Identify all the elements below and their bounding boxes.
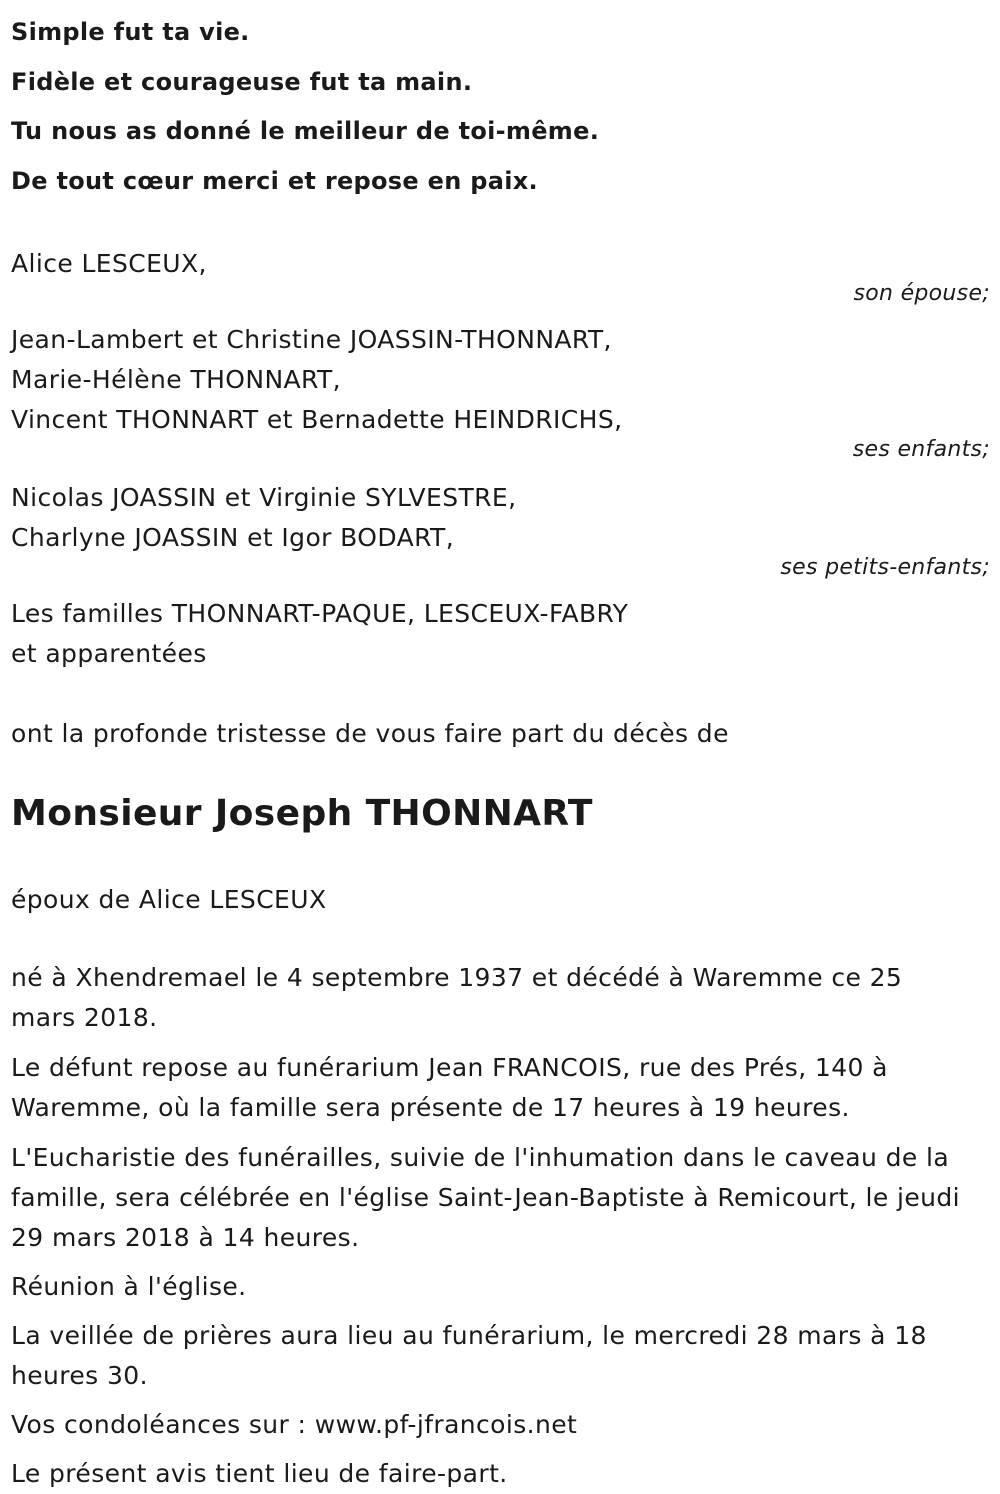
announcement-text: ont la profonde tristesse de vous faire part du décès de — [11, 719, 729, 748]
poem — [11, 8, 990, 206]
paragraph-line: 29 mars 2018 à 14 heures. — [11, 1223, 360, 1252]
paragraph-notice — [11, 1454, 990, 1494]
paragraph-line: Vos condoléances sur : www.pf-jfrancois.net — [11, 1410, 578, 1439]
family-name: Charlyne JOASSIN et Igor BODART, — [11, 523, 455, 552]
announcement — [11, 714, 990, 754]
obituary-notice — [11, 0, 990, 1494]
family-grandchildren — [11, 478, 990, 580]
paragraph-line: La veillée de prières aura lieu au funérarium, le mercredi 28 mars à 18 — [11, 1321, 927, 1350]
poem-line: De tout cœur merci et repose en paix. — [11, 166, 538, 195]
paragraph-funeral-mass — [11, 1138, 990, 1258]
spouse-of — [11, 880, 990, 920]
poem-line: Tu nous as donné le meilleur de toi-même. — [11, 117, 600, 145]
paragraph-birth-death — [11, 958, 990, 1038]
paragraph-vigil — [11, 1316, 990, 1396]
paragraph-condolences — [11, 1405, 990, 1445]
family-name: Vincent THONNART et Bernadette HEINDRICHS, — [11, 405, 623, 434]
family-role: son épouse; — [853, 281, 990, 306]
spouse-of-text: époux de Alice LESCEUX — [11, 885, 327, 914]
family-name: Les familles THONNART-PAQUE, LESCEUX-FABRY — [11, 599, 629, 628]
poem-line: Fidèle et courageuse fut ta main. — [11, 67, 473, 96]
paragraph-line: Le présent avis tient lieu de faire-part. — [11, 1459, 508, 1488]
family-name: Nicolas JOASSIN et Virginie SYLVESTRE, — [11, 483, 517, 512]
paragraph-line: famille, sera célébrée en l'église Saint-Jean-Baptiste à Remicourt, le jeudi — [11, 1183, 960, 1212]
family-name: Alice LESCEUX, — [11, 249, 207, 278]
family-name: Marie-Hélène THONNART, — [11, 365, 342, 394]
paragraph-meeting — [11, 1267, 990, 1307]
paragraph-line: Le défunt repose au funérarium Jean FRANCOIS, rue des Prés, 140 à — [11, 1053, 888, 1082]
family-name: et apparentées — [11, 639, 207, 668]
paragraph-line: Réunion à l'église. — [11, 1272, 247, 1301]
family-children — [11, 320, 990, 462]
family-relatives — [11, 594, 990, 674]
paragraph-line: Waremme, où la famille sera présente de 17 heures à 19 heures. — [11, 1093, 850, 1122]
family-spouse — [11, 244, 990, 306]
family-role: ses petits-enfants; — [780, 555, 990, 580]
family-name: Jean-Lambert et Christine JOASSIN-THONNART, — [11, 325, 612, 354]
poem-line: Simple fut ta vie. — [11, 18, 250, 46]
deceased-name: Monsieur Joseph THONNART — [11, 793, 593, 834]
paragraph-line: heures 30. — [11, 1361, 148, 1390]
family-role: ses enfants; — [852, 437, 990, 462]
paragraph-line: né à Xhendremael le 4 septembre 1937 et décédé à Waremme ce 25 — [11, 963, 903, 992]
paragraph-funerarium — [11, 1048, 990, 1128]
paragraph-line: mars 2018. — [11, 1003, 158, 1032]
paragraph-line: L'Eucharistie des funérailles, suivie de l'inhumation dans le caveau de la — [11, 1143, 950, 1172]
